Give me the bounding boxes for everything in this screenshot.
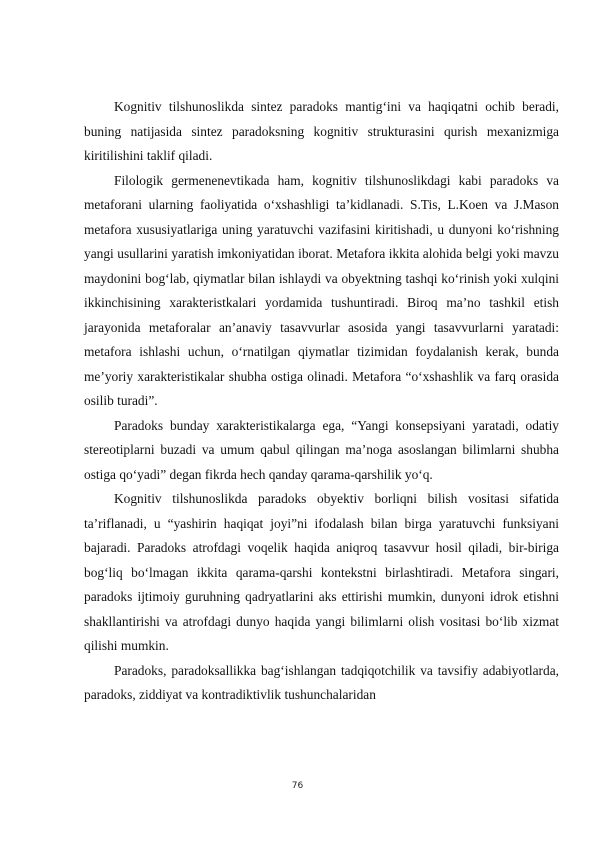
paragraph-2: Filologik germenenevtikada ham, kognitiv tilshunoslikdagi kabi paradoks va metaforani ularning faoliyatida o‘xshashligi ta’kidlanadi. S.Tis, L.Koen va J.Mason metafora xususiyatlariga uning yaratuvchi vazifasini kiritishadi, u dunyoni ko‘rishning yangi usullarini yaratish imkoniyatidan iborat. Metafora ikkita alohida belgi yoki mavzu maydonini bog‘lab, qiymatlar bilan ishlaydi va obyektning tashqi ko‘rinish yoki xulqini ikkinchisining xarakteristkalari yordamida tushuntiradi. Biroq ma’no tashkil etish jarayonida metaforalar an’anaviy tasavvurlar asosida yangi tasavvurlarni yaratadi: metafora ishlashi uchun, o‘rnatilgan qiymatlar tizimidan foydalanish kerak, bunda me’yoriy xarakteristikalar shubha ostiga olinadi. Metafora “o‘xshashlik va farq orasida osilib turadi”. [84, 172, 559, 408]
paragraph-1: Kognitiv tilshunoslikda sintez paradoks mantig‘ini va haqiqatni ochib beradi, buning natijasida sintez paradoksning kognitiv strukturasini qurish mexanizmiga kiritilishini taklif qiladi. [84, 99, 559, 163]
paragraph-4: Kognitiv tilshunoslikda paradoks obyektiv borliqni bilish vositasi sifatida ta’riflanadi, u “yashirin haqiqat joyi”ni ifodalash bilan birga yaratuvchi funksiyani bajaradi. Paradoks atrofdagi voqelik haqida aniqroq tasavvur hosil qiladi, bir-biriga bog‘liq bo‘lmagan ikkita qarama-qarshi kontekstni birlashtiradi. Metafora singari, paradoks ijtimoiy guruhning qadryatlarini aks ettirishi mumkin, dunyoni idrok etishni shakllantirishi va atrofdagi dunyo haqida yangi bilimlarni olish vositasi bo‘lib xizmat qilishi mumkin. [84, 491, 559, 653]
page-number: 76 [291, 781, 304, 791]
paragraph-5: Paradoks, paradoksallikka bag‘ishlangan tadqiqotchilik va tavsifiy adabiyotlarda, paradoks, ziddiyat va kontradiktivlik tushunchalaridan [84, 662, 559, 702]
page-body [84, 95, 559, 708]
paragraph-3: Paradoks bunday xarakteristikalarga ega, “Yangi konsepsiyani yaratadi, odatiy stereotiplarni buzadi va umum qabul qilingan ma’noga asoslangan bilimlarni shubha ostiga qo‘yadi” degan fikrda hech qanday qarama-qarshilik yo‘q. [84, 417, 559, 482]
